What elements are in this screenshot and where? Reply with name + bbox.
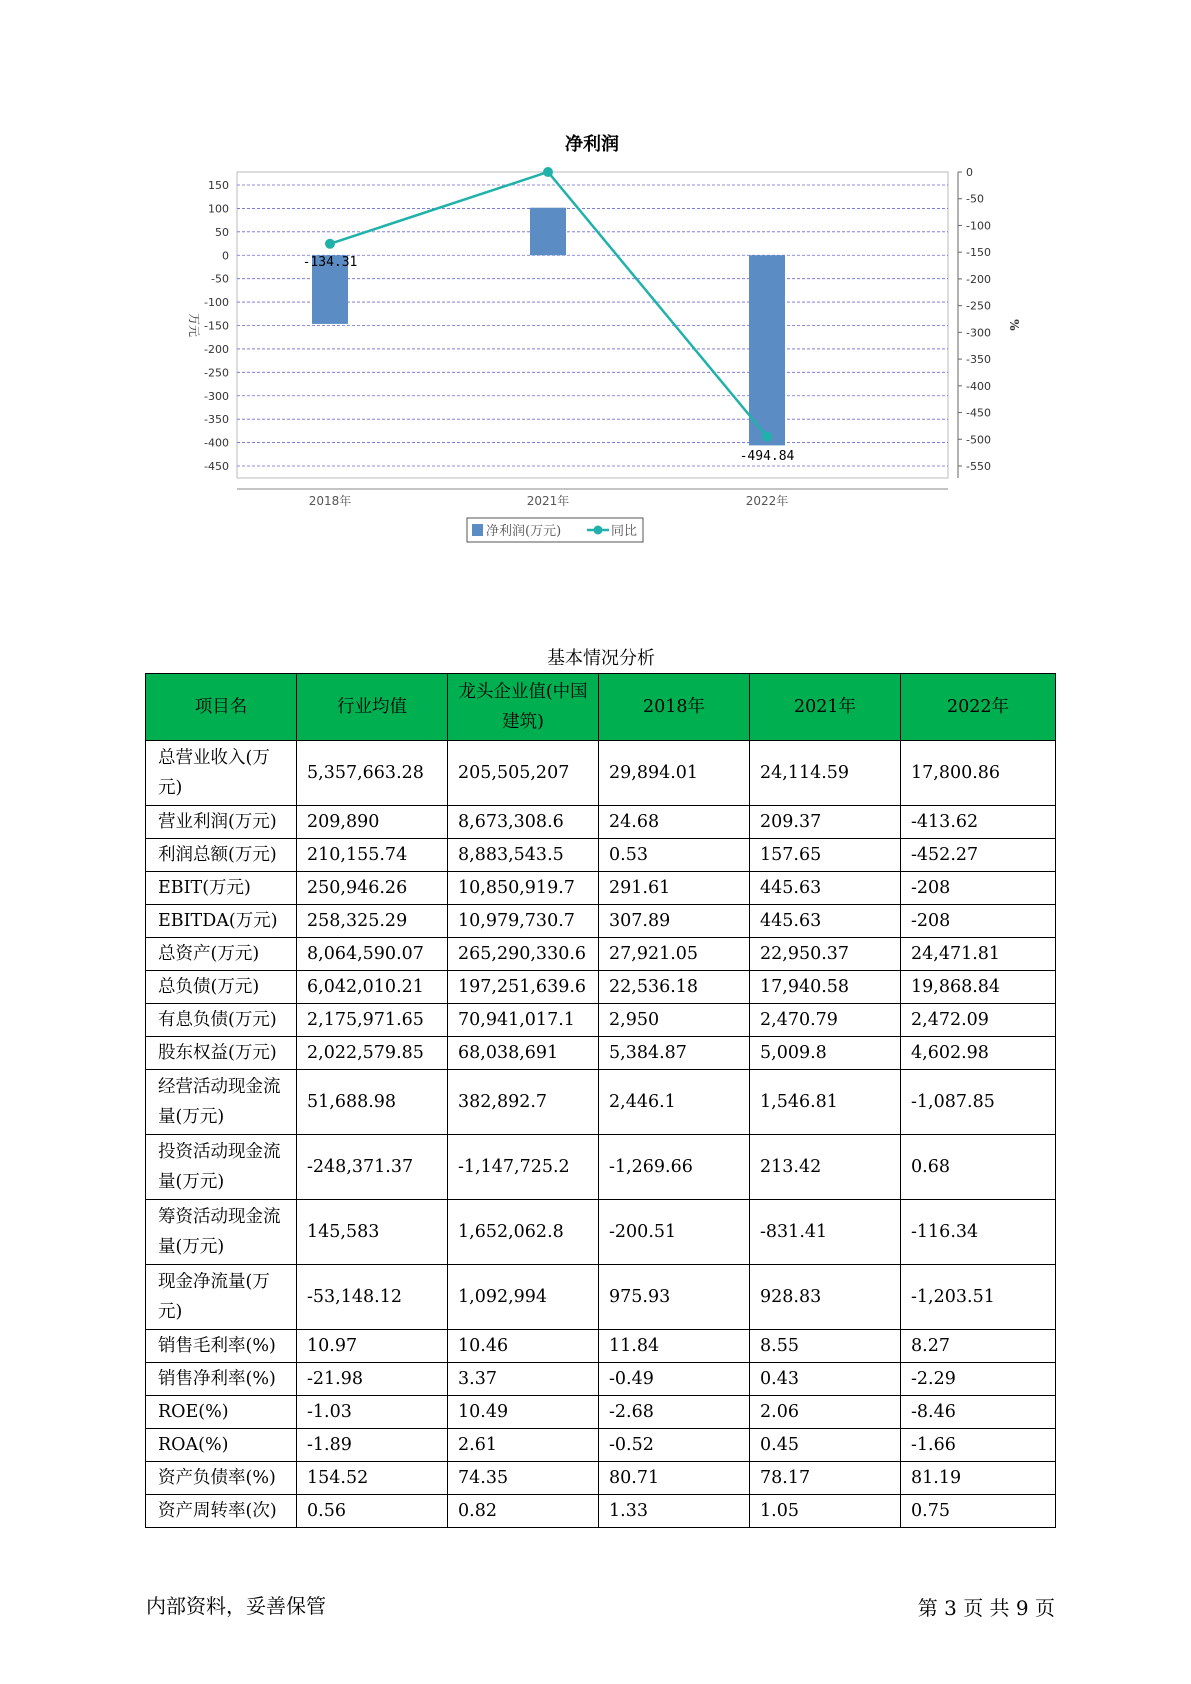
- table-cell: 8.55: [750, 1330, 901, 1363]
- table-row: [146, 938, 1056, 971]
- x-tick-label: 2018年: [308, 494, 352, 508]
- row-label: 现金净流量(万元): [146, 1265, 297, 1330]
- y-tick-label: -100: [204, 296, 229, 310]
- table-cell: 2.61: [448, 1429, 599, 1462]
- table-cell: 5,009.8: [750, 1037, 901, 1070]
- table-cell: 10,850,919.7: [448, 872, 599, 905]
- table-cell: 205,505,207: [448, 741, 599, 806]
- table-cell: 19,868.84: [901, 971, 1056, 1004]
- table-row: [146, 1429, 1056, 1462]
- line-point: [762, 432, 772, 442]
- table-cell: 154.52: [297, 1462, 448, 1495]
- table-cell: 10.97: [297, 1330, 448, 1363]
- table-cell: -1,087.85: [901, 1070, 1056, 1135]
- legend-swatch-point: [594, 526, 603, 535]
- table-row: [146, 1265, 1056, 1330]
- table-row: [146, 1070, 1056, 1135]
- header-item-name: 项目名: [146, 674, 297, 741]
- y2-tick-label: -250: [966, 299, 991, 313]
- y2-tick-label: -300: [966, 326, 991, 340]
- table-cell: -1.03: [297, 1396, 448, 1429]
- table-cell: 10,979,730.7: [448, 905, 599, 938]
- table-cell: 445.63: [750, 905, 901, 938]
- net-profit-chart: [140, 130, 1040, 610]
- table-cell: 291.61: [599, 872, 750, 905]
- row-label: 资产周转率(次): [146, 1495, 297, 1528]
- y-tick-label: -50: [211, 272, 229, 286]
- table-cell: 81.19: [901, 1462, 1056, 1495]
- table-cell: 0.45: [750, 1429, 901, 1462]
- y2-axis-label: %: [1007, 319, 1021, 331]
- table-cell: 213.42: [750, 1135, 901, 1200]
- table-row: [146, 905, 1056, 938]
- chart-svg: [140, 130, 1040, 610]
- table-cell: 5,357,663.28: [297, 741, 448, 806]
- table-cell: 78.17: [750, 1462, 901, 1495]
- table-cell: 1.05: [750, 1495, 901, 1528]
- header-2018: 2018年: [599, 674, 750, 741]
- table-cell: -1,147,725.2: [448, 1135, 599, 1200]
- table-row: [146, 1462, 1056, 1495]
- row-label: 总负债(万元): [146, 971, 297, 1004]
- chart-title: 净利润: [565, 134, 619, 155]
- table-cell: 27,921.05: [599, 938, 750, 971]
- table-cell: 24,471.81: [901, 938, 1056, 971]
- table-cell: -248,371.37: [297, 1135, 448, 1200]
- table-row: [146, 1363, 1056, 1396]
- row-label: ROE(%): [146, 1396, 297, 1429]
- table-row: [146, 1135, 1056, 1200]
- x-tick-label: 2022年: [745, 494, 789, 508]
- table-cell: -831.41: [750, 1200, 901, 1265]
- table-cell: 307.89: [599, 905, 750, 938]
- table-cell: -208: [901, 905, 1056, 938]
- header-2022: 2022年: [901, 674, 1056, 741]
- table-cell: 10.46: [448, 1330, 599, 1363]
- table-cell: 2,022,579.85: [297, 1037, 448, 1070]
- table-cell: 80.71: [599, 1462, 750, 1495]
- table-cell: 8.27: [901, 1330, 1056, 1363]
- table-cell: -413.62: [901, 806, 1056, 839]
- y2-tick-label: -150: [966, 246, 991, 260]
- table-cell: 209,890: [297, 806, 448, 839]
- table-cell: 928.83: [750, 1265, 901, 1330]
- table-cell: 2,446.1: [599, 1070, 750, 1135]
- table-cell: 0.75: [901, 1495, 1056, 1528]
- row-label: EBIT(万元): [146, 872, 297, 905]
- footer-confidential: 内部资料，妥善保管: [146, 1594, 326, 1618]
- table-cell: 2,470.79: [750, 1004, 901, 1037]
- legend-label-bar: 净利润(万元): [486, 524, 562, 539]
- y-tick-label: -150: [204, 319, 229, 333]
- y-tick-label: 0: [222, 249, 229, 263]
- data-label: -494.84: [739, 449, 795, 464]
- row-label: 销售毛利率(%): [146, 1330, 297, 1363]
- table-cell: 250,946.26: [297, 872, 448, 905]
- table-row: [146, 741, 1056, 806]
- table-row: [146, 806, 1056, 839]
- table-row: [146, 1200, 1056, 1265]
- y-tick-label: -300: [204, 389, 229, 403]
- table-cell: 2,175,971.65: [297, 1004, 448, 1037]
- line-point: [543, 167, 553, 177]
- table-caption: 基本情况分析: [547, 648, 655, 669]
- header-industry-avg: 行业均值: [297, 674, 448, 741]
- legend-label-line: 同比: [611, 524, 638, 539]
- footer-page-number: 第 3 页 共 9 页: [917, 1596, 1055, 1620]
- table-cell: -208: [901, 872, 1056, 905]
- table-cell: 975.93: [599, 1265, 750, 1330]
- table-cell: 3.37: [448, 1363, 599, 1396]
- y-tick-label: -200: [204, 342, 229, 356]
- table-cell: 1,546.81: [750, 1070, 901, 1135]
- table-row: [146, 1037, 1056, 1070]
- y2-tick-label: -200: [966, 272, 991, 286]
- table-cell: 74.35: [448, 1462, 599, 1495]
- table-cell: 157.65: [750, 839, 901, 872]
- table-cell: 51,688.98: [297, 1070, 448, 1135]
- y-tick-label: -400: [204, 436, 229, 450]
- y2-tick-label: -100: [966, 219, 991, 233]
- table-cell: -200.51: [599, 1200, 750, 1265]
- y-tick-label: 100: [208, 202, 229, 216]
- table-cell: 210,155.74: [297, 839, 448, 872]
- y2-tick-label: -350: [966, 353, 991, 367]
- table-cell: -1,203.51: [901, 1265, 1056, 1330]
- y-tick-label: -350: [204, 413, 229, 427]
- table-cell: 0.82: [448, 1495, 599, 1528]
- table-row: [146, 1495, 1056, 1528]
- table-cell: -1,269.66: [599, 1135, 750, 1200]
- table-row: [146, 1396, 1056, 1429]
- table-cell: 265,290,330.6: [448, 938, 599, 971]
- table-cell: 445.63: [750, 872, 901, 905]
- table-cell: 2,950: [599, 1004, 750, 1037]
- table-cell: 8,883,543.5: [448, 839, 599, 872]
- table-cell: -116.34: [901, 1200, 1056, 1265]
- row-label: 筹资活动现金流量(万元): [146, 1200, 297, 1265]
- row-label: 总营业收入(万元): [146, 741, 297, 806]
- table-cell: 382,892.7: [448, 1070, 599, 1135]
- basic-analysis-table: [145, 673, 1056, 1528]
- row-label: 利润总额(万元): [146, 839, 297, 872]
- table-cell: 11.84: [599, 1330, 750, 1363]
- row-label: 经营活动现金流量(万元): [146, 1070, 297, 1135]
- row-label: 股东权益(万元): [146, 1037, 297, 1070]
- header-leader-value: 龙头企业值(中国建筑): [448, 674, 599, 741]
- row-label: 有息负债(万元): [146, 1004, 297, 1037]
- table-cell: -53,148.12: [297, 1265, 448, 1330]
- table-cell: -2.29: [901, 1363, 1056, 1396]
- table-cell: 1,652,062.8: [448, 1200, 599, 1265]
- row-label: ROA(%): [146, 1429, 297, 1462]
- table-cell: 2,472.09: [901, 1004, 1056, 1037]
- table-cell: -21.98: [297, 1363, 448, 1396]
- table-cell: -0.52: [599, 1429, 750, 1462]
- table-cell: -452.27: [901, 839, 1056, 872]
- row-label: 投资活动现金流量(万元): [146, 1135, 297, 1200]
- y2-tick-label: -550: [966, 460, 991, 473]
- table-cell: 0.56: [297, 1495, 448, 1528]
- bar-net-profit: [749, 255, 785, 445]
- row-label: EBITDA(万元): [146, 905, 297, 938]
- row-label: 营业利润(万元): [146, 806, 297, 839]
- plot-frame: [237, 172, 948, 478]
- table-cell: 1,092,994: [448, 1265, 599, 1330]
- table-cell: 24.68: [599, 806, 750, 839]
- table-cell: -0.49: [599, 1363, 750, 1396]
- table-cell: 22,950.37: [750, 938, 901, 971]
- table-header-row: [146, 674, 1056, 741]
- table-cell: 145,583: [297, 1200, 448, 1265]
- table-cell: 258,325.29: [297, 905, 448, 938]
- table-cell: 17,940.58: [750, 971, 901, 1004]
- table-cell: 6,042,010.21: [297, 971, 448, 1004]
- row-label: 销售净利率(%): [146, 1363, 297, 1396]
- legend-swatch-bar: [472, 524, 483, 536]
- table-row: [146, 872, 1056, 905]
- x-tick-label: 2021年: [526, 494, 570, 508]
- table-cell: -1.66: [901, 1429, 1056, 1462]
- y-tick-label: -450: [204, 460, 229, 473]
- table-cell: 209.37: [750, 806, 901, 839]
- table-row: [146, 839, 1056, 872]
- header-2021: 2021年: [750, 674, 901, 741]
- table-body: [146, 741, 1056, 1528]
- table-cell: 197,251,639.6: [448, 971, 599, 1004]
- table-cell: 68,038,691: [448, 1037, 599, 1070]
- data-label: -134.31: [302, 255, 358, 270]
- bar-net-profit: [530, 208, 566, 256]
- table-row: [146, 1330, 1056, 1363]
- row-label: 总资产(万元): [146, 938, 297, 971]
- table-cell: 5,384.87: [599, 1037, 750, 1070]
- table-cell: 29,894.01: [599, 741, 750, 806]
- y2-tick-label: -50: [966, 192, 984, 206]
- table-cell: -2.68: [599, 1396, 750, 1429]
- table-cell: 0.53: [599, 839, 750, 872]
- table-cell: 8,064,590.07: [297, 938, 448, 971]
- table-cell: 8,673,308.6: [448, 806, 599, 839]
- y2-tick-label: 0: [966, 166, 973, 179]
- y2-tick-label: -500: [966, 433, 991, 447]
- table-cell: 0.68: [901, 1135, 1056, 1200]
- row-label: 资产负债率(%): [146, 1462, 297, 1495]
- table-cell: 2.06: [750, 1396, 901, 1429]
- table-row: [146, 971, 1056, 1004]
- y-tick-label: 50: [215, 225, 229, 239]
- table-cell: -8.46: [901, 1396, 1056, 1429]
- table-cell: -1.89: [297, 1429, 448, 1462]
- table-cell: 0.43: [750, 1363, 901, 1396]
- table-cell: 24,114.59: [750, 741, 901, 806]
- table-cell: 4,602.98: [901, 1037, 1056, 1070]
- table-cell: 22,536.18: [599, 971, 750, 1004]
- y-tick-label: -250: [204, 366, 229, 380]
- y-tick-label: 150: [208, 179, 229, 192]
- y2-tick-label: -400: [966, 379, 991, 393]
- table-row: [146, 1004, 1056, 1037]
- table-cell: 70,941,017.1: [448, 1004, 599, 1037]
- line-point: [325, 239, 335, 249]
- table-cell: 17,800.86: [901, 741, 1056, 806]
- y-axis-label: 万元: [187, 312, 201, 338]
- table-cell: 1.33: [599, 1495, 750, 1528]
- table-cell: 10.49: [448, 1396, 599, 1429]
- y2-tick-label: -450: [966, 406, 991, 420]
